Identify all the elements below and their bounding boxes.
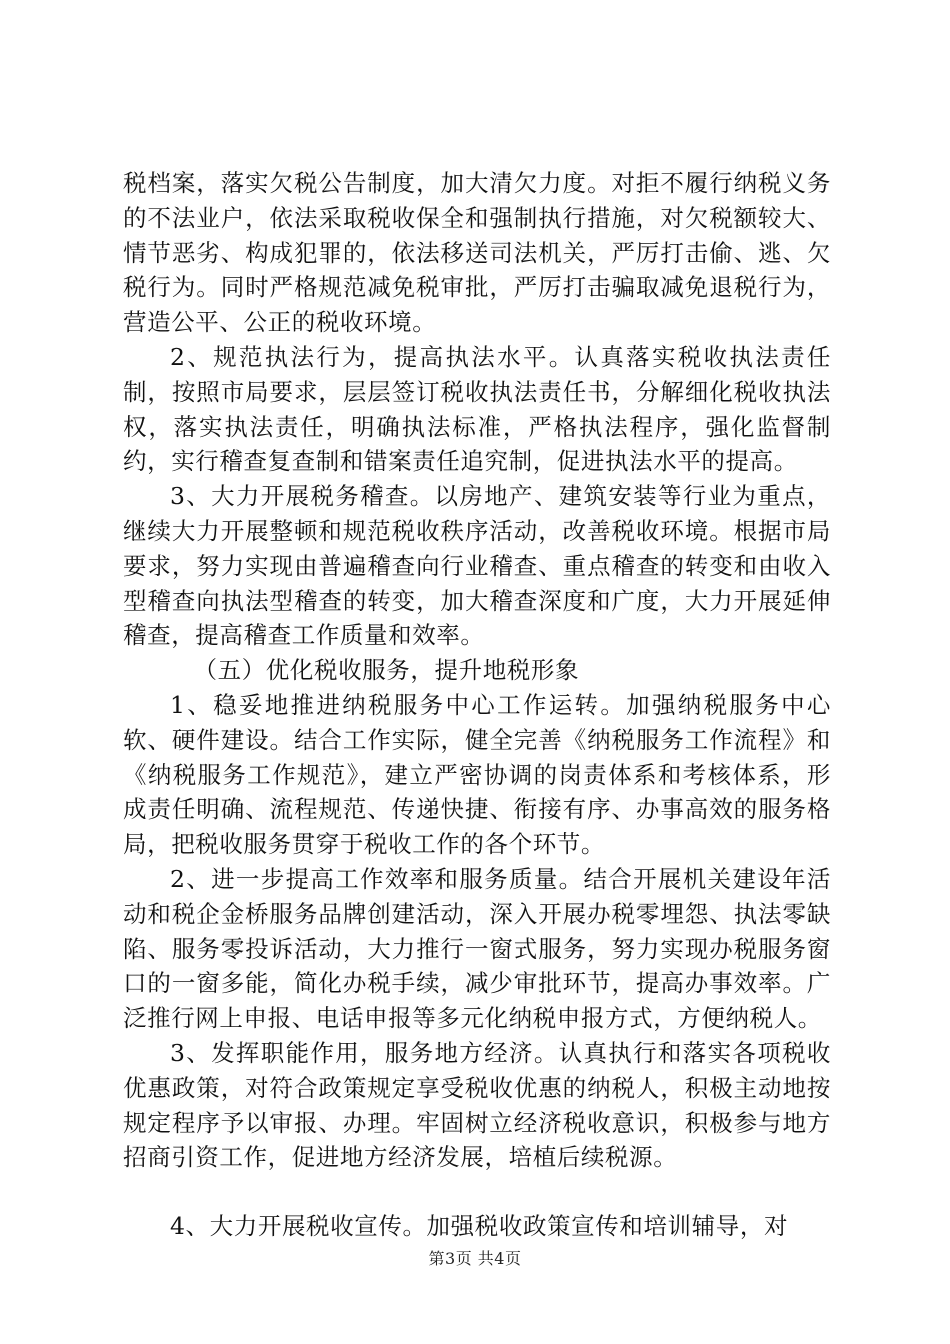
paragraph-item-4-publicity: 4、大力开展税收宣传。加强税收政策宣传和培训辅导，对	[170, 1212, 789, 1241]
paragraph-item-3-local-economy: 3、发挥职能作用，服务地方经济。认真执行和落实各项税收优惠政策，对符合政策规定享受税收优惠的纳税人，积极主动地按规定程序予以审报、办理。牢固树立经济税收意识，积极参与地方招商引资工作，促进地方经济发展，培植后续税源。	[123, 1038, 831, 1172]
paragraph-item-2-enforcement: 2、规范执法行为，提高执法水平。认真落实税收执法责任制，按照市局要求，层层签订税收执法责任书，分解细化税收执法权，落实执法责任，明确执法标准，严格执法程序，强化监督制约，实行稽查复查制和错案责任追究制，促进执法水平的提高。	[123, 342, 831, 476]
paragraph-continued: 税档案，落实欠税公告制度，加大清欠力度。对拒不履行纳税义务的不法业户，依法采取税收保全和强制执行措施，对欠税额较大、情节恶劣、构成犯罪的，依法移送司法机关，严厉打击偷、逃、欠税行为。同时严格规范减免税审批，严厉打击骗取减免退税行为，营造公平、公正的税收环境。	[123, 169, 831, 337]
paragraph-item-1-service-center: 1、稳妥地推进纳税服务中心工作运转。加强纳税服务中心软、硬件建设。结合工作实际，健全完善《纳税服务工作流程》和《纳税服务工作规范》，建立严密协调的岗责体系和考核体系，形成责任明确、流程规范、传递快捷、衔接有序、办事高效的服务格局，把税收服务贯穿于税收工作的各个环节。	[123, 690, 831, 859]
paragraph-item-2-efficiency: 2、进一步提高工作效率和服务质量。结合开展机关建设年活动和税企金桥服务品牌创建活动，深入开展办税零埋怨、执法零缺陷、服务零投诉活动，大力推行一窗式服务，努力实现办税服务窗口的一窗多能，简化办税手续，减少审批环节，提高办事效率。广泛推行网上申报、电话申报等多元化纳税申报方式，方便纳税人。	[123, 864, 831, 1033]
section-heading-5: （五）优化税收服务，提升地税形象	[193, 656, 580, 685]
page-footer: 第3页 共4页	[428, 1249, 522, 1268]
paragraph-gap	[123, 1175, 831, 1209]
document-body	[123, 166, 831, 1244]
paragraph-item-3-inspection: 3、大力开展税务稽查。以房地产、建筑安装等行业为重点，继续大力开展整顿和规范税收秩序活动，改善税收环境。根据市局要求，努力实现由普遍稽查向行业稽查、重点稽查的转变和由收入型稽查向执法型稽查的转变，加大稽查深度和广度，大力开展延伸稽查，提高稽查工作质量和效率。	[123, 482, 831, 650]
